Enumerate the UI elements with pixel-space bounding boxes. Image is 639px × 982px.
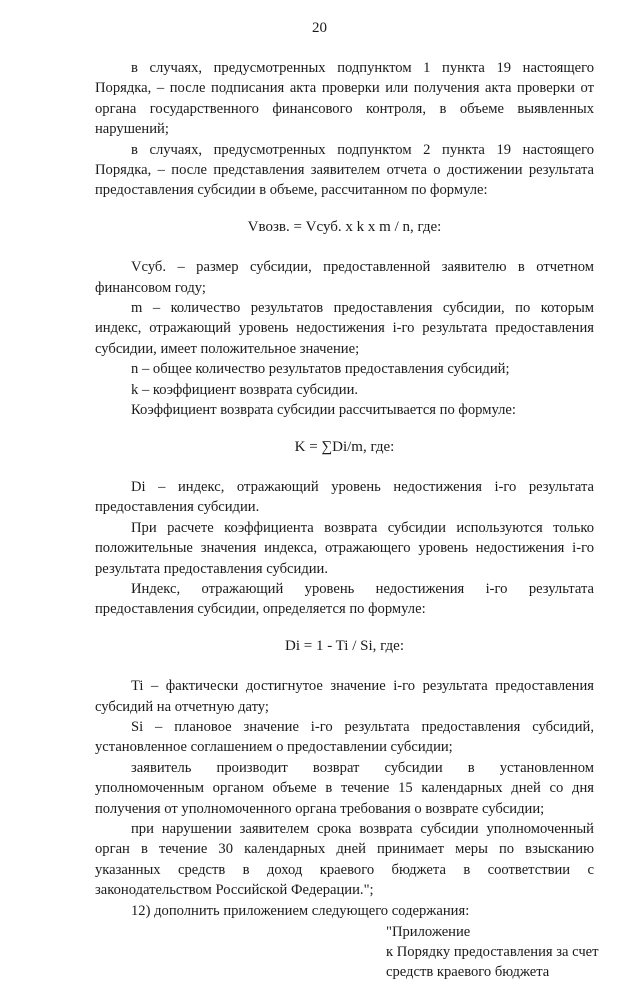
paragraph: заявитель производит возврат субсидии в установленном уполномоченным органом объеме в течение 15 календарных дней со дня получения от уполномоченного органа требования о возврате субсидии; (95, 759, 594, 817)
appendix-subtitle: к Порядку предоставления за счет (386, 944, 599, 961)
paragraph: в случаях, предусмотренных подпунктом 1 пункта 19 настоящего Порядка, – после подписания акта проверки или получения акта проверки от органа государственного финансового контроля, в объеме выявленных нарушений; (95, 60, 594, 138)
paragraph: n – общее количество результатов предоставления субсидий; (131, 361, 510, 378)
paragraph: Ti – фактически достигнутое значение i-го результата предоставления субсидий на отчетную дату; (95, 678, 594, 715)
paragraph: Si – плановое значение i-го результата предоставления субсидий, установленное соглашением о предоставлении субсидии; (95, 718, 594, 756)
page-number: 20 (312, 20, 327, 36)
paragraph: Коэффициент возврата субсидии рассчитывается по формуле: (131, 402, 516, 419)
paragraph: m – количество результатов предоставления субсидии, по которым индекс, отражающий уровень недостижения i-го результата предоставления субсидии, имеет положительное значение; (95, 300, 594, 357)
paragraph: Индекс, отражающий уровень недостижения i-го результата предоставления субсидии, определяется по формуле: (95, 580, 594, 618)
appendix-header (386, 922, 599, 982)
formula-index: Di = 1 - Ti / Si, где: (284, 637, 405, 654)
paragraph: при нарушении заявителем срока возврата субсидии уполномоченный орган в течение 30 календарных дней принимает меры по взысканию указанных средств в доход краевого бюджета в соответствии с законодательством Российской Федерации."; (95, 821, 594, 899)
paragraph: При расчете коэффициента возврата субсидии используются только положительные значения индекса, отражающего уровень недостижения i-го результата предоставления субсидии. (95, 519, 594, 577)
appendix-subtitle: средств краевого бюджета (386, 964, 550, 981)
paragraph: в случаях, предусмотренных подпунктом 2 пункта 19 настоящего Порядка, – после представления заявителем отчета о достижении результата предоставления субсидии в объеме, рассчитанном по формуле: (95, 141, 594, 199)
paragraph: k – коэффициент возврата субсидии. (131, 381, 359, 398)
paragraph: Di – индекс, отражающий уровень недостижения i-го результата предоставления субсидии. (95, 478, 594, 516)
appendix-title: "Приложение (386, 924, 471, 941)
formula-return-volume: Vвозв. = Vсуб. x k x m / n, где: (247, 218, 442, 235)
formula-return-coefficient: K = ∑Di/m, где: (294, 438, 395, 455)
document-body (95, 58, 599, 982)
paragraph: Vсуб. – размер субсидии, предоставленной заявителю в отчетном финансовом году; (95, 259, 594, 296)
paragraph: 12) дополнить приложением следующего содержания: (131, 902, 470, 919)
